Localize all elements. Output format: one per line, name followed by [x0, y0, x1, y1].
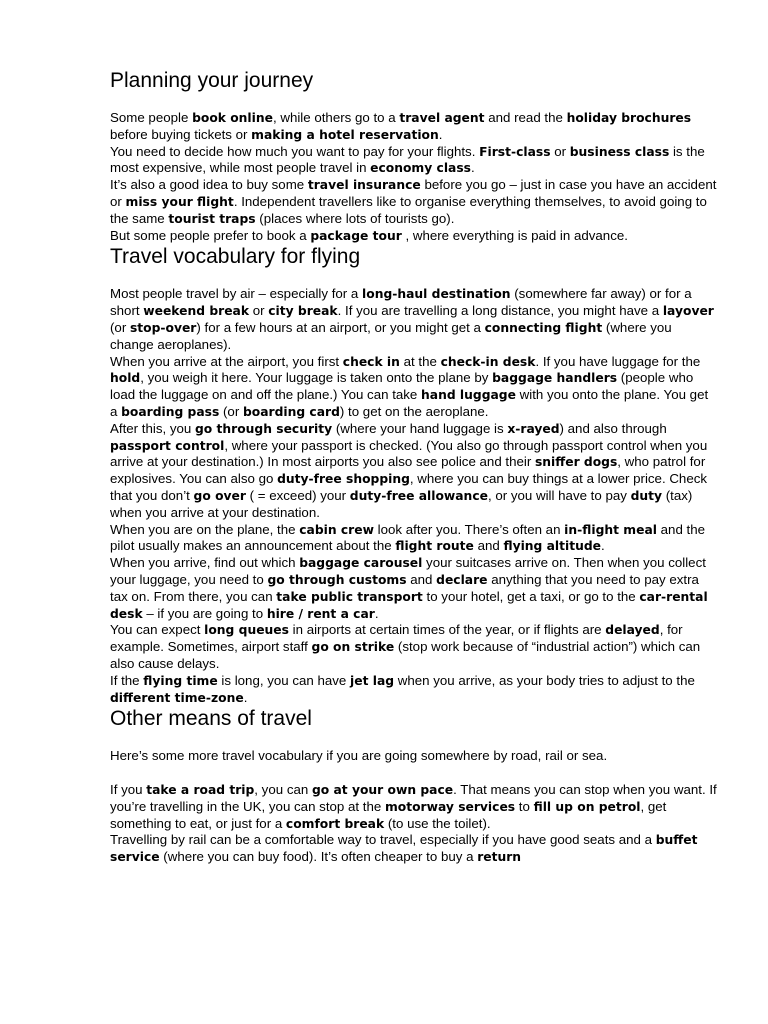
vocabulary-term: duty-free allowance	[349, 488, 488, 503]
vocabulary-term: boarding card	[242, 404, 340, 419]
vocabulary-term: sniffer dogs	[534, 455, 618, 470]
vocabulary-term: go at your own pace	[311, 783, 454, 798]
vocabulary-term: fill up on petrol	[533, 799, 641, 814]
vocabulary-term: baggage handlers	[492, 371, 618, 386]
paragraph: You need to decide how much you want to pay for your flights. First-class or business class is the most expensive, while most people travel in economy class.	[110, 143, 705, 176]
vocabulary-term: car-rental desk	[110, 589, 708, 621]
vocabulary-term: delayed	[605, 623, 660, 638]
vocabulary-term: take public transport	[276, 589, 423, 604]
paragraph: Some people book online, while others go to a travel agent and read the holiday brochures before buying tickets or making a hotel reservation.	[110, 110, 692, 142]
paragraph: But some people prefer to book a package tour , where everything is paid in advance.	[110, 227, 628, 243]
vocabulary-term: comfort break	[285, 816, 385, 831]
vocabulary-term: go through security	[195, 421, 333, 436]
vocabulary-term: miss your flight	[125, 194, 234, 209]
vocabulary-term: making a hotel reservation	[251, 127, 439, 142]
vocabulary-term: long-haul destination	[362, 287, 511, 302]
vocabulary-term: declare	[436, 572, 488, 587]
vocabulary-term: x-rayed	[507, 421, 560, 436]
vocabulary-term: stop-over	[129, 320, 197, 335]
vocabulary-term: take a road trip	[146, 783, 255, 798]
vocabulary-term: in-flight meal	[564, 522, 657, 537]
vocabulary-term: city break	[268, 304, 338, 319]
vocabulary-term: connecting flight	[484, 320, 603, 335]
vocabulary-term: go over	[193, 488, 246, 503]
vocabulary-term: duty	[630, 488, 663, 503]
vocabulary-term: business class	[569, 144, 670, 159]
paragraph: If the flying time is long, you can have jet lag when you arrive, as your body tries to adjust to the different time-zone.	[110, 672, 695, 705]
vocabulary-term: weekend break	[143, 304, 250, 319]
paragraph: Most people travel by air – especially for a long-haul destination (somewhere far away) or for a short weekend break or city break. If you are travelling a long distance, you might have a layover (or stop-over) for a few hours at an airport, or you might get a connecting flight (where you change aeroplanes).	[110, 286, 714, 352]
vocabulary-term: hire / rent a car	[266, 606, 375, 621]
vocabulary-term: check in	[342, 354, 400, 369]
vocabulary-term: holiday brochures	[566, 111, 692, 125]
paragraph: When you are on the plane, the cabin crew look after you. There’s often an in-flight meal and the pilot usually makes an announcement about the flight route and flying altitude.	[110, 521, 706, 554]
vocabulary-term: flying time	[143, 673, 218, 688]
paragraph: Here’s some more travel vocabulary if you are going somewhere by road, rail or sea.	[110, 748, 608, 764]
vocabulary-term: passport control	[110, 438, 225, 453]
section-heading: Planning your journey	[110, 69, 314, 92]
section-heading: Travel vocabulary for flying	[110, 245, 361, 269]
vocabulary-term: baggage carousel	[299, 556, 423, 571]
document-page	[110, 68, 718, 866]
vocabulary-term: different time-zone	[110, 690, 244, 705]
paragraph: Travelling by rail can be a comfortable way to travel, especially if you have good seats and a buffet service (where you can buy food). It’s often cheaper to buy a return	[110, 832, 698, 865]
vocabulary-term: travel agent	[399, 111, 485, 125]
vocabulary-term: economy class	[370, 161, 471, 176]
vocabulary-term: boarding pass	[121, 404, 220, 419]
vocabulary-term: check-in desk	[440, 354, 536, 369]
vocabulary-term: flight route	[395, 539, 474, 554]
vocabulary-term: long queues	[204, 623, 289, 638]
paragraph: After this, you go through security (where your hand luggage is x-rayed) and also through passport control, where your passport is checked. (You also go through passport control when you arrive at your destination.) In most airports you also see police and their sniffer dogs, who patrol for explosives. You can also go duty-free shopping, where you can buy things at a lower price. Check that you don’t go over ( = exceed) your duty-free allowance, or you will have to pay duty (tax) when you arrive at your destination.	[110, 420, 708, 520]
vocabulary-term: hand luggage	[421, 388, 516, 403]
vocabulary-term: hold	[110, 371, 141, 386]
paragraph: When you arrive, find out which baggage carousel your suitcases arrive on. Then when you collect your luggage, you need to go through customs and declare anything that you need to pay extra tax on. From there, you can take public transport to your hotel, get a taxi, or go to the car-rental desk – if you are going to hire / rent a car.	[110, 555, 708, 621]
vocabulary-term: tourist traps	[168, 211, 256, 226]
vocabulary-term: cabin crew	[299, 522, 374, 537]
vocabulary-term: travel insurance	[307, 178, 421, 193]
vocabulary-term: package tour	[310, 228, 402, 243]
vocabulary-term: flying altitude	[503, 539, 602, 554]
vocabulary-term: duty-free shopping	[277, 472, 410, 487]
vocabulary-term: layover	[662, 304, 714, 319]
paragraph: You can expect long queues in airports at certain times of the year, or if flights are delayed, for example. Sometimes, airport staff go on strike (stop work because of “industrial action”) which can also cause delays.	[110, 622, 701, 671]
paragraph: It’s also a good idea to buy some travel insurance before you go – just in case you have an accident or miss your flight. Independent travellers like to organise everything themselves, to avoid going to the same tourist traps (places where lots of tourists go).	[110, 177, 717, 226]
vocabulary-term: go on strike	[311, 640, 395, 655]
section-heading: Other means of travel	[110, 707, 312, 731]
vocabulary-term: buffet service	[110, 833, 698, 865]
vocabulary-term: book online	[192, 111, 273, 125]
vocabulary-term: jet lag	[350, 673, 395, 688]
vocabulary-term: First-class	[479, 144, 551, 159]
paragraph: When you arrive at the airport, you first check in at the check-in desk. If you have luggage for the hold, you weigh it here. Your luggage is taken onto the plane by baggage handlers (people who load the luggage on and off the plane.) You can take hand luggage with you onto the plane. You get a boarding pass (or boarding card) to get on the aeroplane.	[110, 353, 709, 419]
vocabulary-term: motorway services	[384, 799, 516, 814]
vocabulary-term: return	[477, 850, 522, 865]
vocabulary-term: go through customs	[267, 572, 407, 587]
paragraph: If you take a road trip, you can go at your own pace. That means you can stop when you want. If you’re travelling in the UK, you can stop at the motorway services to fill up on petrol, get something to eat, or just for a comfort break (to use the toilet).	[110, 782, 717, 831]
